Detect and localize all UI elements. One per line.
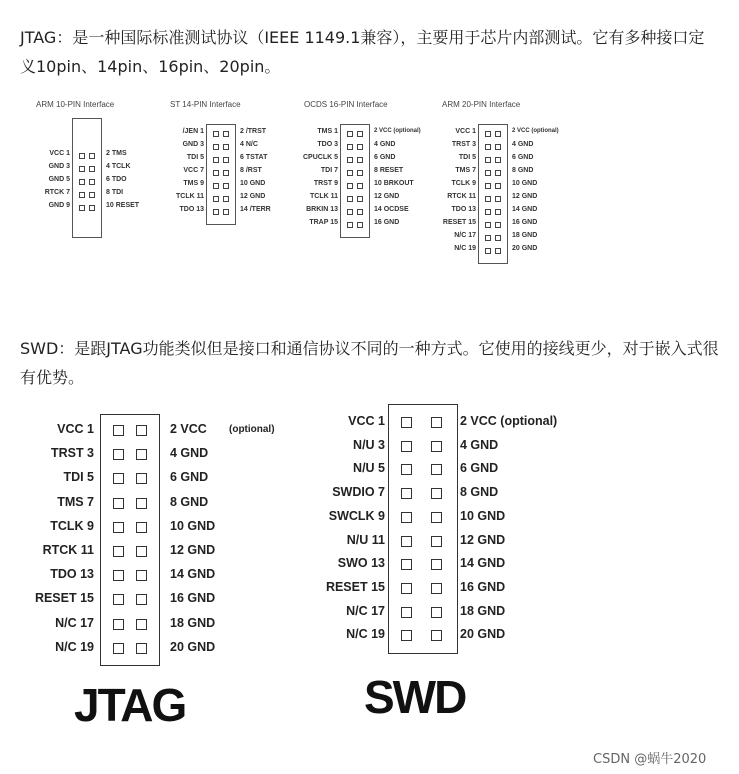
jtag-label: JTAG	[74, 679, 186, 731]
pin-square	[113, 425, 124, 436]
pin-square	[495, 196, 501, 202]
pin-square	[431, 441, 442, 452]
swd-intro-paragraph: SWD：是跟JTAG功能类似但是接口和通信协议不同的一种方式。它使用的接线更少，对于嵌入式很有优势。	[20, 339, 719, 387]
pin-label-even: 4 N/C	[240, 141, 258, 148]
pin-label-odd: N/C 17	[454, 232, 476, 239]
diagram-title: ARM 20-PIN Interface	[442, 100, 521, 109]
pin-label-even: 16 GND	[512, 219, 538, 226]
pin-square	[347, 144, 353, 150]
pin-square	[357, 157, 363, 163]
swd-20pin-diagram	[300, 404, 600, 659]
pin-square	[136, 498, 147, 509]
pin-label-odd: VCC 1	[57, 422, 94, 436]
pin-square	[485, 209, 491, 215]
pin-square	[136, 425, 147, 436]
pin-label-even: 16 GND	[460, 579, 506, 594]
pin-label-odd: TCLK 9	[50, 518, 94, 533]
pin-square	[401, 464, 412, 475]
pin-label-even: 12 GND	[240, 193, 266, 200]
pin-square	[347, 131, 353, 137]
pin-square	[357, 131, 363, 137]
diagram-title: ARM 10-PIN Interface	[36, 100, 115, 109]
pin-square	[113, 498, 124, 509]
connector-outline	[72, 118, 102, 238]
pin-square	[223, 170, 229, 176]
pin-label-odd: TMS 1	[317, 128, 338, 135]
pin-label-even: 8 GND	[460, 485, 499, 500]
pin-square	[401, 512, 412, 523]
pin-label-odd: TDI 5	[63, 470, 94, 485]
swd-label: SWD	[364, 671, 466, 723]
pin-square	[431, 512, 442, 523]
pin-label-odd: BRKIN 13	[306, 206, 338, 213]
pin-label-even: 2 TMS	[106, 150, 127, 157]
pin-label-odd: TMS 9	[183, 180, 204, 187]
pin-label-odd: N/C 19	[346, 627, 385, 642]
pin-square	[223, 144, 229, 150]
pin-square	[113, 643, 124, 654]
pin-square	[485, 131, 491, 137]
pin-square	[431, 607, 442, 618]
pin-square	[213, 131, 219, 137]
pin-label-even: 20 GND	[460, 627, 506, 642]
pin-label-even: 6 GND	[170, 470, 209, 485]
pin-label-odd: VCC 7	[183, 167, 204, 174]
pin-label-odd: VCC 1	[348, 414, 385, 428]
diagram-title: OCDS 16-PIN Interface	[304, 100, 388, 109]
pin-label-even: 6 GND	[460, 461, 499, 476]
pin-square	[213, 144, 219, 150]
pin-square	[495, 235, 501, 241]
pin-square	[347, 209, 353, 215]
connector-outline	[206, 124, 236, 225]
pin-label-odd: RTCK 7	[44, 189, 70, 196]
pin-label-odd: N/C 19	[454, 245, 476, 252]
pin-label-odd: TDO 13	[50, 567, 94, 582]
pin-label-odd: SWCLK 9	[328, 508, 385, 523]
pin-square	[213, 209, 219, 215]
pin-label-even: 12 GND	[460, 532, 506, 547]
pin-label-even: 6 GND	[512, 154, 534, 161]
pin-square	[136, 570, 147, 581]
pin-square	[495, 144, 501, 150]
pin-square	[485, 183, 491, 189]
pin-square	[213, 196, 219, 202]
pin-label-odd: TMS 7	[455, 167, 476, 174]
pin-label-odd: VCC 1	[49, 150, 70, 157]
pin-label-odd: TCLK 11	[175, 193, 204, 200]
pin-square	[113, 522, 124, 533]
connector-outline	[100, 414, 160, 666]
pin-square	[431, 630, 442, 641]
pin-square	[401, 583, 412, 594]
connector-outline	[340, 124, 370, 238]
pin-label-odd: RESET 15	[325, 579, 385, 594]
pin-label-even: 8 RESET	[374, 167, 404, 174]
pin-label-odd: N/U 11	[346, 532, 385, 547]
pin-square	[357, 209, 363, 215]
pin-label-odd: GND 3	[48, 163, 70, 170]
pin-label-odd: /JEN 1	[182, 128, 204, 135]
pin-square	[401, 488, 412, 499]
pin-square	[136, 546, 147, 557]
pin-label-odd: N/C 19	[55, 639, 94, 654]
pin-square	[79, 166, 85, 172]
pin-square	[401, 536, 412, 547]
pin-label-even: 20 GND	[170, 639, 216, 654]
pin-square	[223, 131, 229, 137]
pin-square	[401, 441, 412, 452]
pin-square	[347, 222, 353, 228]
pin-label-even: 10 RESET	[106, 202, 140, 209]
pin-square	[223, 157, 229, 163]
pin-label-even: 4 GND	[512, 141, 534, 148]
connector-outline	[388, 404, 458, 654]
pin-label-even: 16 GND	[374, 219, 400, 226]
pin-label-odd: TDI 5	[458, 154, 476, 161]
pin-square	[431, 536, 442, 547]
pin-label-even: 4 TCLK	[106, 163, 131, 170]
pin-label-even: 20 GND	[512, 245, 538, 252]
pin-square	[89, 166, 95, 172]
pin-label-even: 2 VCC (optional)	[512, 128, 559, 134]
pin-label-even: 6 GND	[374, 154, 396, 161]
pin-square	[136, 473, 147, 484]
pin-square	[223, 209, 229, 215]
pin-square	[495, 222, 501, 228]
pin-square	[113, 546, 124, 557]
pin-square	[113, 619, 124, 630]
pin-square	[401, 417, 412, 428]
pin-square	[495, 209, 501, 215]
pin-label-even: 2 VCC	[170, 422, 207, 436]
pin-square	[113, 570, 124, 581]
pin-label-odd: GND 9	[48, 202, 70, 209]
pin-square	[431, 583, 442, 594]
pin-label-odd: GND 5	[48, 176, 70, 183]
small-pinout-diagrams	[24, 98, 559, 268]
pin-label-even: 14 GND	[460, 556, 506, 571]
pin-label-even: 12 GND	[374, 193, 400, 200]
pin-label-odd: GND 3	[182, 141, 204, 148]
pin-square	[401, 607, 412, 618]
pin-square	[347, 183, 353, 189]
pin-label-even: 18 GND	[460, 603, 506, 618]
pin-label-odd: N/U 5	[353, 461, 385, 476]
pin-square	[213, 183, 219, 189]
pin-square	[113, 449, 124, 460]
pin-square	[357, 196, 363, 202]
pin-label-odd: TCLK 11	[309, 193, 338, 200]
pin-label-even: 16 GND	[170, 591, 216, 606]
pin-square	[89, 179, 95, 185]
pin-label-even: 2 /TRST	[240, 128, 267, 135]
pin-label-even: 10 GND	[170, 518, 216, 533]
pin-square	[89, 205, 95, 211]
pin-square	[357, 144, 363, 150]
pin-label-odd: TDO 3	[317, 141, 338, 148]
pin-square	[495, 170, 501, 176]
pin-square	[136, 594, 147, 605]
pin-square	[347, 157, 353, 163]
pin-square	[357, 170, 363, 176]
pin-square	[485, 222, 491, 228]
pin-label-even: 8 TDI	[106, 189, 124, 196]
pin-square	[485, 144, 491, 150]
pin-square	[431, 488, 442, 499]
pin-square	[495, 183, 501, 189]
pin-label-odd: RESET 15	[442, 219, 476, 226]
pin-square	[401, 559, 412, 570]
pin-label-even: 12 GND	[170, 543, 216, 557]
pin-label-even: 2 VCC (optional)	[374, 128, 421, 134]
pin-label-even: 14 OCDSE	[374, 206, 409, 213]
pin-label-even: 4 GND	[170, 446, 209, 461]
pin-square	[357, 183, 363, 189]
pin-square	[485, 235, 491, 241]
pin-square	[113, 594, 124, 605]
pin-label-odd: TRAP 15	[309, 219, 338, 226]
pin-square	[495, 131, 501, 137]
csdn-watermark: CSDN @蜗牛2020	[593, 752, 707, 767]
pin-square	[113, 473, 124, 484]
pin-square	[495, 157, 501, 163]
pin-square	[213, 157, 219, 163]
pin-label-odd: RTCK 11	[42, 543, 94, 557]
pin-label-odd: TDI 7	[320, 167, 338, 174]
pin-label-even: 8 GND	[170, 494, 209, 509]
pin-label-even: 4 GND	[460, 437, 499, 452]
jtag-intro-paragraph: JTAG：是一种国际标准测试协议（IEEE 1149.1兼容），主要用于芯片内部测试。它有多种接口定义10pin、14pin、16pin、20pin。	[20, 28, 705, 76]
pin-square	[79, 153, 85, 159]
pin-label-even: 10 GND	[460, 508, 506, 523]
pin-label-odd: TDI 5	[186, 154, 204, 161]
pin-label-even: 14 /TERR	[240, 206, 271, 213]
pin-square	[136, 619, 147, 630]
pin-label-odd: VCC 1	[455, 128, 476, 135]
pin-label-even: 18 GND	[512, 232, 538, 239]
pin-square	[357, 222, 363, 228]
pin-label-even: 2 VCC (optional)	[460, 414, 558, 428]
pin-label-odd: TDO 13	[451, 206, 476, 213]
pin-label-even: 4 GND	[374, 141, 396, 148]
pin-square	[89, 192, 95, 198]
pin-square	[347, 196, 353, 202]
pin-square	[213, 170, 219, 176]
pin-square	[79, 179, 85, 185]
pin-square	[223, 183, 229, 189]
pin-square	[79, 205, 85, 211]
pin-square	[495, 248, 501, 254]
pin-label-odd: TMS 7	[57, 494, 94, 509]
pin-square	[485, 196, 491, 202]
pin-label-odd: TRST 3	[451, 141, 476, 148]
diagram-title: ST 14-PIN Interface	[170, 100, 241, 109]
pin-label-even: 8 GND	[512, 167, 534, 174]
pin-label-odd: N/C 17	[346, 603, 385, 618]
pin-square	[431, 417, 442, 428]
pin-label-odd: N/U 3	[353, 437, 385, 452]
pin-label-even: 10 BRKOUT	[374, 180, 414, 187]
pin-label-even: 6 TSTAT	[240, 154, 268, 161]
pin-label-odd: RTCK 11	[447, 193, 476, 200]
pin-label-even: 10 GND	[240, 180, 266, 187]
vcc-optional-note: (optional)	[229, 424, 275, 435]
pin-square	[485, 157, 491, 163]
pin-label-even: 8 /RST	[240, 167, 262, 174]
pin-square	[79, 192, 85, 198]
pin-label-even: 6 TDO	[106, 176, 127, 183]
pin-square	[485, 248, 491, 254]
pin-square	[136, 522, 147, 533]
pin-square	[347, 170, 353, 176]
pin-label-odd: N/C 17	[55, 615, 94, 630]
pin-label-odd: TRST 3	[50, 446, 94, 461]
pin-label-odd: SWDIO 7	[332, 485, 385, 500]
pin-label-even: 10 GND	[512, 180, 538, 187]
pin-square	[431, 464, 442, 475]
jtag-20pin-diagram	[0, 414, 330, 674]
pin-square	[431, 559, 442, 570]
pin-square	[136, 643, 147, 654]
pin-square	[223, 196, 229, 202]
pin-label-odd: TRST 9	[313, 180, 338, 187]
pin-label-odd: TCLK 9	[451, 180, 476, 187]
pin-square	[485, 170, 491, 176]
connector-outline	[478, 124, 508, 264]
pin-label-odd: SWO 13	[337, 556, 385, 571]
pin-label-even: 14 GND	[170, 567, 216, 582]
pin-label-odd: RESET 15	[34, 591, 94, 606]
pin-label-even: 14 GND	[512, 206, 538, 213]
pin-square	[401, 630, 412, 641]
pin-label-even: 18 GND	[170, 615, 216, 630]
pin-label-odd: TDO 13	[179, 206, 204, 213]
pin-square	[136, 449, 147, 460]
pin-label-even: 12 GND	[512, 193, 538, 200]
pin-label-odd: CPUCLK 5	[302, 154, 338, 161]
pin-square	[89, 153, 95, 159]
